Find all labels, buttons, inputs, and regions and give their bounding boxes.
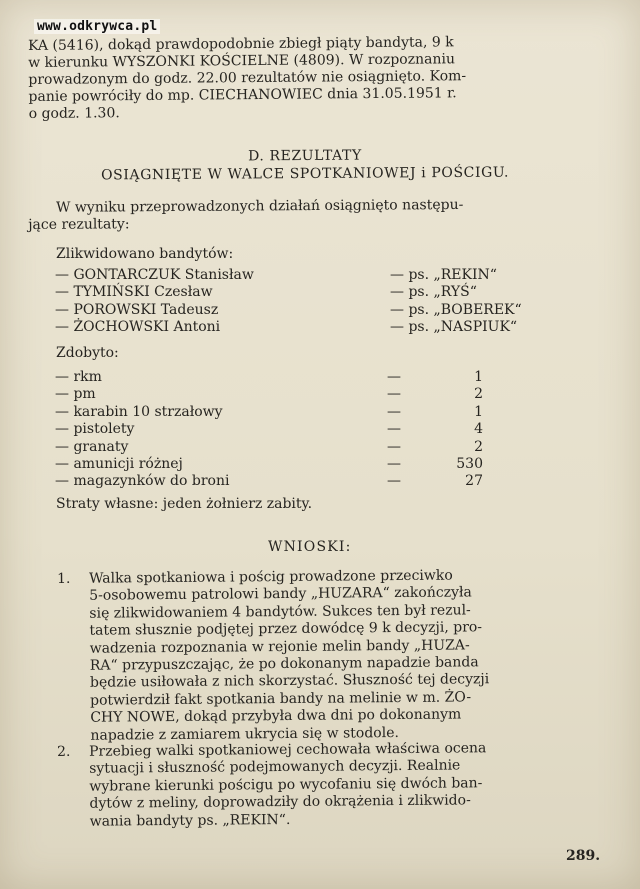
point-line: wadzenia rozpoznania w rejonie melin bandy „HUZA-: [89, 637, 470, 657]
bandit-name: — TYMIŃSKI Czesław: [55, 284, 213, 301]
list-item: [55, 302, 575, 319]
item-name: — pistolety: [55, 421, 135, 438]
item-quantity: 2: [474, 438, 483, 455]
point-number: 1.: [57, 570, 71, 587]
item-dash: —: [387, 369, 401, 385]
point-number: 2.: [57, 743, 71, 760]
page-number: 289.: [566, 848, 601, 864]
liquidated-list: [55, 267, 575, 337]
point-line: Walka spotkaniowa i pościg prowadzone przeciwko: [88, 567, 453, 587]
point-line: 5-osobowemu patrolowi bandy „HUZARA“ zakończyła: [89, 584, 472, 605]
item-dash: —: [387, 438, 401, 455]
point-line: CHY NOWE, dokąd przybyła dwa dni po dokonanym: [90, 706, 462, 726]
item-dash: —: [387, 455, 401, 472]
intro-line: w kierunku WYSZONKI KOŚCIELNE (4809). W rozpoznaniu: [28, 51, 456, 71]
section-heading: [40, 145, 570, 185]
item-dash: —: [387, 421, 401, 438]
conclusion-point-1: [57, 566, 597, 744]
list-item: [55, 386, 575, 403]
conclusions-title: WNIOSKI:: [268, 539, 352, 555]
point-line: tatem słusznie podjętej przez dowódcę 9 k decyzji, pro-: [89, 619, 483, 639]
item-quantity: 2: [474, 386, 483, 403]
item-quantity: 1: [474, 403, 483, 420]
bandit-name: — GONTARCZUK Stanisław: [55, 267, 254, 283]
item-dash: —: [387, 386, 401, 403]
point-line: wania bandyty ps. „REKIN“.: [89, 811, 291, 830]
point-line: będzie usiłowała z nich skorzystać. Słuszność tej decyzji: [89, 671, 490, 692]
bandit-pseudonym: — ps. „RYŚ“: [390, 284, 477, 301]
results-intro-line: W wyniku przeprowadzonych działań osiągnięto następu-: [55, 196, 464, 216]
section-title: D. REZULTATY: [247, 147, 362, 165]
point-line: wybrane kierunki pościgu po wycofaniu się dwóch ban-: [89, 775, 483, 795]
point-line: dytów z meliny, doprowadziły do okrążenia i zlikwido-: [89, 792, 471, 812]
point-line: potwierdził fakt spotkania bandy na melinie w m. ŻO-: [90, 689, 472, 709]
list-item: [55, 456, 575, 473]
item-name: — granaty: [55, 438, 129, 455]
item-name: — rkm: [55, 369, 102, 385]
item-dash: —: [387, 473, 401, 490]
intro-paragraph: [28, 33, 589, 123]
intro-line: o godz. 1.30.: [28, 105, 120, 122]
list-item: [55, 439, 575, 456]
bandit-name: — ŻOCHOWSKI Antoni: [55, 319, 221, 336]
intro-line: panie powróciły do mp. CIECHANOWIEC dnia 31.05.1951 r.: [28, 85, 457, 105]
point-text: [89, 567, 490, 745]
item-quantity: 1: [474, 369, 483, 385]
point-line: RA“ przypuszczając, że po dokonanym napadzie banda: [89, 654, 479, 674]
list-item: [55, 319, 575, 336]
item-name: — pm: [55, 386, 96, 403]
item-name: — magazynków do broni: [55, 473, 230, 490]
point-line: napadzie z zamiarem ukrycia się w stodole.: [90, 724, 399, 744]
results-intro: [28, 196, 588, 234]
results-intro-line: jące rezultaty:: [28, 216, 130, 233]
list-item: [55, 284, 575, 301]
intro-line: KA (5416), dokąd prawdopodobnie zbiegł piąty bandyta, 9 k: [28, 34, 454, 54]
captured-list: [55, 369, 575, 491]
point-line: się zlikwidowaniem 4 bandytów. Sukces ten był rezul-: [89, 602, 471, 622]
list-item: [55, 267, 575, 284]
watermark: www.odkrywca.pl: [34, 19, 160, 34]
point-line: sytuacji i słuszność podejmowanych decyzji. Realnie: [89, 757, 461, 778]
list-item: [55, 473, 575, 490]
captured-heading: Zdobyto:: [56, 345, 119, 361]
list-item: [55, 404, 575, 421]
item-quantity: 530: [456, 455, 483, 472]
bandit-pseudonym: — ps. „BOBEREK“: [390, 301, 522, 318]
bandit-pseudonym: — ps. „NASPIUK“: [390, 319, 518, 336]
losses-text: Straty własne: jeden żołnierz zabity.: [56, 496, 313, 512]
liquidated-heading: Zlikwidowano bandytów:: [56, 246, 234, 262]
intro-line: prowadzonym do godz. 22.00 rezultatów nie osiągnięto. Kom-: [28, 68, 467, 88]
bandit-name: — POROWSKI Tadeusz: [55, 301, 219, 318]
bandit-pseudonym: — ps. „REKIN“: [390, 267, 497, 283]
section-subtitle: OSIĄGNIĘTE W WALCE SPOTKANIOWEJ i POŚCIGU.: [101, 164, 510, 184]
point-line: Przebieg walki spotkaniowej cechowała właściwa ocena: [88, 740, 487, 760]
item-quantity: 4: [474, 421, 483, 438]
list-item: [55, 421, 575, 438]
point-text: [89, 740, 487, 830]
item-quantity: 27: [465, 473, 483, 490]
item-dash: —: [387, 403, 401, 420]
list-item: [55, 369, 575, 386]
item-name: — amunicji różnej: [55, 455, 183, 472]
item-name: — karabin 10 strzałowy: [55, 403, 223, 420]
